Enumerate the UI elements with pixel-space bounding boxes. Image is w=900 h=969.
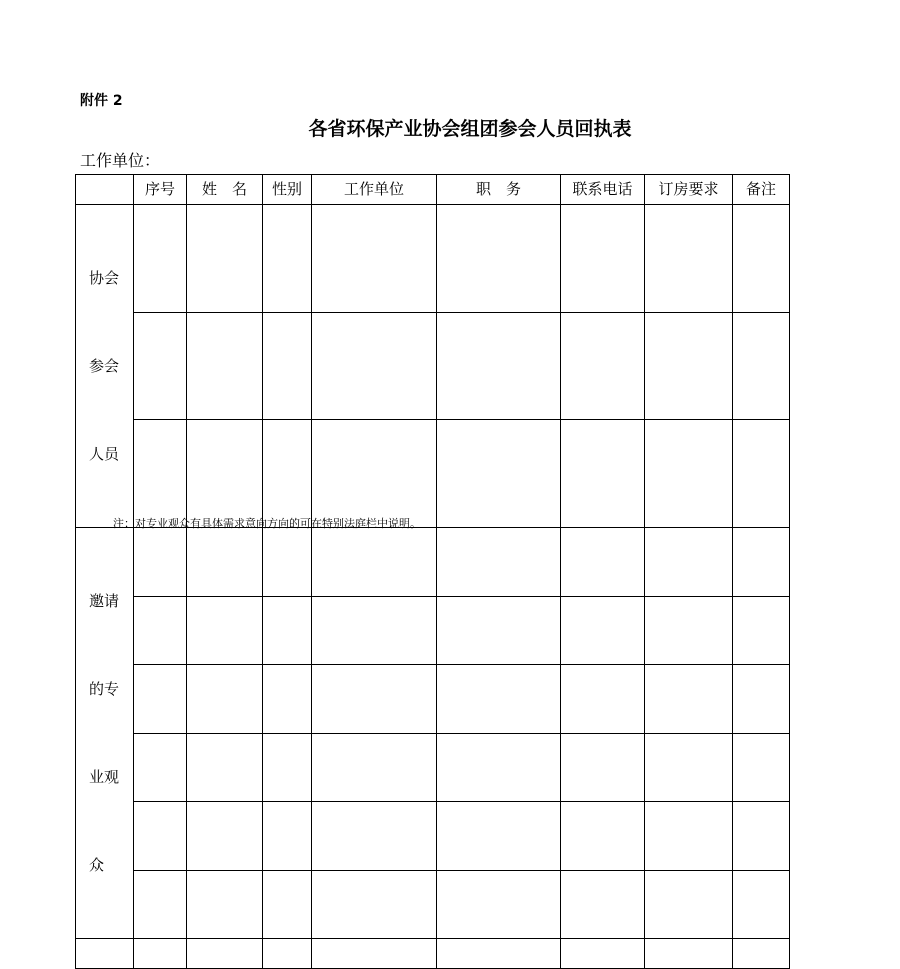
table-cell	[263, 205, 312, 313]
receipt-table	[75, 174, 790, 969]
table-cell	[733, 420, 790, 528]
table-row	[76, 733, 790, 802]
table-cell	[645, 205, 733, 313]
table-cell	[645, 802, 733, 871]
table-cell	[645, 420, 733, 528]
table-cell	[733, 205, 790, 313]
table-cell	[733, 733, 790, 802]
table-cell	[645, 733, 733, 802]
group-label-line: 邀请	[89, 592, 120, 610]
table-cell	[561, 420, 645, 528]
table-cell	[263, 665, 312, 734]
table-cell	[561, 733, 645, 802]
table-cell	[733, 802, 790, 871]
table-cell	[645, 312, 733, 420]
table-cell	[187, 733, 263, 802]
table-cell	[134, 870, 187, 939]
table-row	[76, 420, 790, 528]
table-cell	[263, 802, 312, 871]
table-cell	[733, 870, 790, 939]
table-row	[76, 312, 790, 420]
table-row	[76, 939, 790, 969]
table-cell	[645, 596, 733, 665]
group-label-association	[76, 205, 134, 528]
group-label-line: 参会	[89, 357, 120, 375]
table-row	[76, 870, 790, 939]
table-cell	[561, 596, 645, 665]
table-cell	[561, 528, 645, 597]
table-cell	[437, 939, 561, 969]
table-cell	[187, 312, 263, 420]
table-cell	[312, 802, 437, 871]
table-cell	[134, 312, 187, 420]
header-cell-work-unit: 工作单位	[312, 175, 437, 205]
header-cell-room: 订房要求	[645, 175, 733, 205]
table-cell	[312, 205, 437, 313]
page-title: 各省环保产业协会组团参会人员回执表	[308, 118, 632, 140]
table-cell	[561, 665, 645, 734]
table-cell	[263, 528, 312, 597]
table-cell	[437, 733, 561, 802]
table-cell	[312, 596, 437, 665]
group-label-line: 人员	[89, 445, 120, 463]
table-cell	[733, 665, 790, 734]
table-cell	[187, 870, 263, 939]
table-cell-category-empty	[76, 939, 134, 969]
table-row	[76, 665, 790, 734]
table-cell	[437, 665, 561, 734]
header-cell-category	[76, 175, 134, 205]
attachment-label: 附件 2	[80, 93, 123, 109]
table-cell	[187, 528, 263, 597]
table-cell	[187, 205, 263, 313]
table-cell	[134, 420, 187, 528]
table-cell	[263, 733, 312, 802]
header-cell-serial: 序号	[134, 175, 187, 205]
table-cell	[312, 312, 437, 420]
table-cell	[645, 870, 733, 939]
table-cell	[645, 665, 733, 734]
table-cell	[437, 420, 561, 528]
table-cell	[263, 939, 312, 969]
table-cell	[134, 939, 187, 969]
table-cell	[312, 528, 437, 597]
table-cell	[312, 733, 437, 802]
table-cell	[263, 596, 312, 665]
table-cell	[134, 802, 187, 871]
header-cell-gender: 性别	[263, 175, 312, 205]
table-cell	[733, 528, 790, 597]
table-cell	[437, 205, 561, 313]
group-label-line: 众	[89, 856, 105, 874]
table-cell	[187, 939, 263, 969]
table-cell	[437, 870, 561, 939]
table-row	[76, 205, 790, 313]
header-cell-position: 职 务	[437, 175, 561, 205]
table-cell	[187, 802, 263, 871]
table-cell	[187, 596, 263, 665]
table-header-row	[76, 175, 790, 205]
table-cell	[187, 420, 263, 528]
table-cell	[134, 205, 187, 313]
table-cell	[263, 870, 312, 939]
table-cell	[437, 596, 561, 665]
table-cell	[312, 939, 437, 969]
table-cell	[561, 205, 645, 313]
footnote: 注：对专业观众有具体需求意向方向的可在特别法庭栏中说明。	[113, 517, 421, 530]
table-cell	[561, 939, 645, 969]
table-cell	[134, 528, 187, 597]
group-label-line: 业观	[89, 768, 120, 786]
table-row	[76, 596, 790, 665]
table-row	[76, 802, 790, 871]
table-cell	[312, 420, 437, 528]
header-cell-remarks: 备注	[733, 175, 790, 205]
table-cell	[561, 870, 645, 939]
table-cell	[312, 665, 437, 734]
group-label-invited-audience	[76, 528, 134, 939]
header-cell-phone: 联系电话	[561, 175, 645, 205]
group-label-line: 的专	[89, 680, 120, 698]
header-cell-name: 姓 名	[187, 175, 263, 205]
table-cell	[437, 312, 561, 420]
table-cell	[733, 312, 790, 420]
table-cell	[437, 528, 561, 597]
table-cell	[187, 665, 263, 734]
table-cell	[263, 420, 312, 528]
table-cell	[263, 312, 312, 420]
table-cell	[134, 596, 187, 665]
table-cell	[561, 312, 645, 420]
table-cell	[312, 870, 437, 939]
table-cell	[561, 802, 645, 871]
group-label-line: 协会	[89, 269, 120, 287]
table-cell	[134, 665, 187, 734]
table-cell	[645, 528, 733, 597]
table-cell	[733, 596, 790, 665]
table-cell	[645, 939, 733, 969]
table-cell	[134, 733, 187, 802]
work-unit-label: 工作单位：	[80, 151, 161, 170]
table-cell	[437, 802, 561, 871]
table-cell	[733, 939, 790, 969]
table-row	[76, 528, 790, 597]
